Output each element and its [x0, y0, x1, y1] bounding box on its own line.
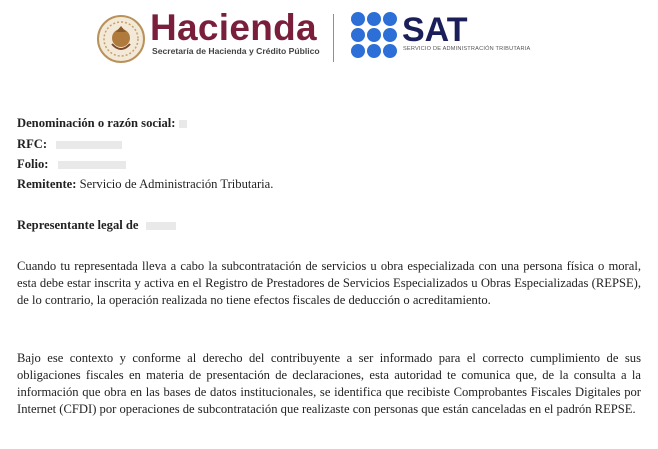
rfc-field — [17, 137, 122, 152]
hacienda-title: Hacienda — [150, 7, 317, 48]
header-divider — [333, 14, 334, 62]
denominacion-value — [179, 120, 187, 128]
national-seal-logo — [96, 14, 146, 64]
denominacion-label: Denominación o razón social: — [17, 116, 176, 130]
representante-value — [146, 222, 176, 230]
body-paragraph-2: Bajo ese contexto y conforme al derecho del contribuyente a ser informado para el correcto cumplimiento de sus obligaciones fiscales en materia de presentación de declaraciones, esta autoridad te comunica que, de la consulta a la información que obra en las bases de datos institucionales, se identifica que recibiste Comprobantes Fiscales Digitales por Internet (CFDI) por operaciones de subcontratación que realizaste con personas que están canceladas en el padrón REPSE. — [17, 351, 641, 416]
denominacion-field — [17, 116, 187, 131]
representante-line — [17, 218, 176, 233]
representante-label: Representante legal de — [17, 218, 139, 232]
body-paragraph-1: Cuando tu representada lleva a cabo la subcontratación de servicios u obra especializada con una persona física o moral, esta debe estar inscrita y activa en el Registro de Prestadores de Servicios Especializados u Obras Especializadas (REPSE), de lo contrario, la operación realizada no tiene efectos fiscales de deducción o acreditamiento. — [17, 259, 641, 307]
rfc-value — [56, 141, 122, 149]
letterhead — [0, 0, 658, 80]
folio-value — [58, 161, 126, 169]
remitente-label: Remitente: — [17, 177, 77, 191]
folio-label: Folio: — [17, 157, 49, 171]
rfc-label: RFC: — [17, 137, 48, 151]
folio-field — [17, 157, 126, 172]
remitente-field — [17, 177, 273, 192]
remitente-value: Servicio de Administración Tributaria. — [79, 177, 274, 191]
sat-name: SAT — [402, 11, 468, 49]
sat-subtitle: SERVICIO DE ADMINISTRACIÓN TRIBUTARIA — [403, 46, 531, 52]
hacienda-subtitle: Secretaría de Hacienda y Crédito Público — [152, 46, 320, 56]
sat-dots-logo — [350, 11, 398, 59]
